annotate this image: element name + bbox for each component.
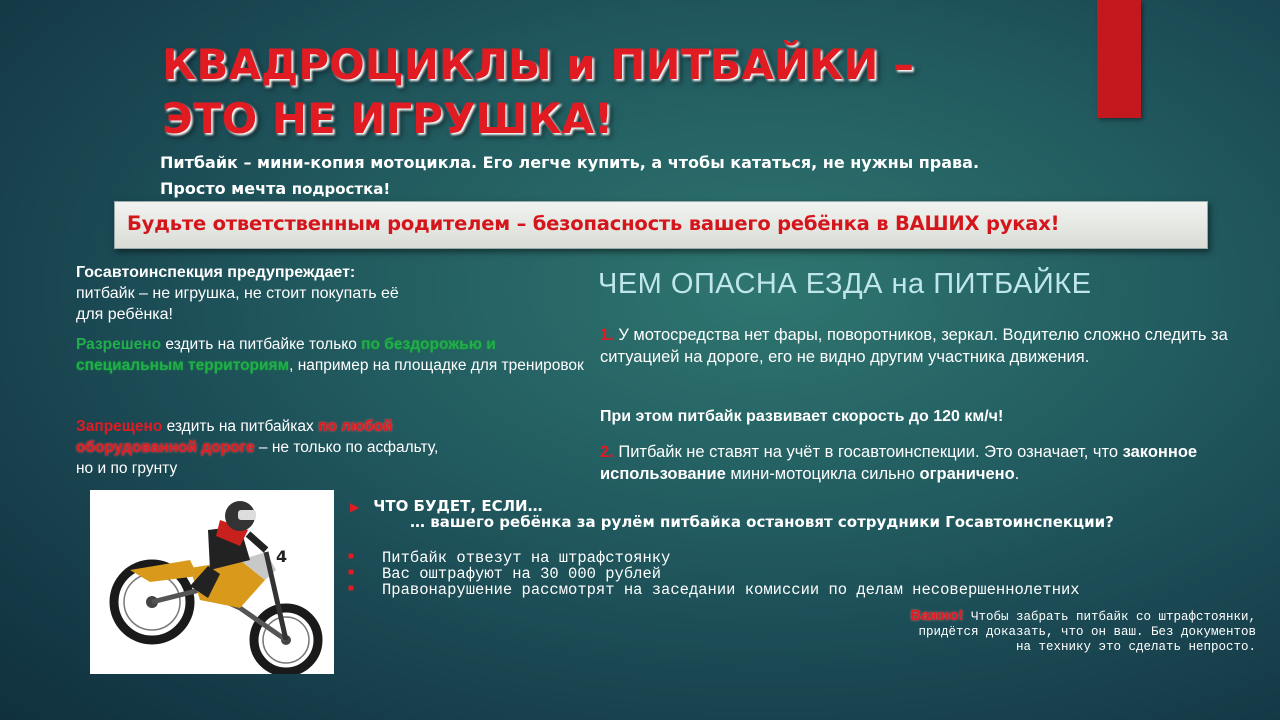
important-note: [696, 608, 1256, 655]
forbidden-text-1: ездить на питбайках: [162, 418, 319, 435]
warning-heading: Госавтоинспекция предупреждает:: [76, 264, 356, 281]
what-if-q1: ЧТО БУДЕТ, ЕСЛИ…: [373, 497, 543, 515]
important-label: Важно!: [910, 607, 964, 624]
danger-point-2: [600, 441, 1240, 485]
point-1-text: У мотосредства нет фары, поворотников, зеркал. Водителю сложно следить за ситуацией на дороге, его не видно другим участника движения.: [600, 326, 1228, 366]
intro-line-2a: Просто мечта: [160, 179, 292, 198]
note-line-2: придётся доказать, что он ваш. Без документов: [918, 625, 1256, 639]
responsibility-banner: Будьте ответственным родителем – безопасность вашего ребёнка в ВАШИХ руках!: [114, 201, 1208, 249]
forbidden-text-3: но и по грунту: [76, 460, 178, 477]
allowed-block: [76, 334, 586, 376]
forbidden-word: Запрещено: [76, 418, 163, 435]
warning-line-1: питбайк – не игрушка, не стоит покупать её: [76, 285, 399, 302]
bullet-icon: ■: [348, 568, 355, 580]
list-item: [348, 550, 1080, 566]
forbidden-block: [76, 416, 516, 479]
point-2-text-2: мини-мотоцикла сильно: [725, 465, 920, 483]
note-line-3: на технику это сделать непросто.: [1015, 640, 1256, 654]
consequence-2: Вас оштрафуют на 30 000 рублей: [382, 565, 662, 584]
danger-heading: ЧЕМ ОПАСНА ЕЗДА на ПИТБАЙКЕ: [598, 268, 1092, 300]
warning-block: [76, 262, 586, 325]
forbidden-highlight: по любой оборудованной дороге: [76, 418, 393, 456]
consequence-1: Питбайк отвезут на штрафстоянку: [382, 549, 671, 568]
warning-line-2: для ребёнка!: [76, 306, 173, 323]
pitbike-rider-photo: [90, 490, 334, 674]
consequences-list: [348, 550, 1080, 598]
title-line-2: ЭТО НЕ ИГРУШКА!: [162, 94, 614, 143]
what-if-question: … вашего ребёнка за рулём питбайка остановят сотрудники Госавтоинспекции?: [410, 513, 1114, 531]
title-line-1: КВАДРОЦИКЛЫ и ПИТБАЙКИ –: [162, 40, 914, 89]
list-item: [348, 566, 1080, 582]
point-2-text-1: Питбайк не ставят на учёт в госавтоинспекции. Это означает, что: [613, 443, 1123, 461]
point-1-number: 1.: [600, 326, 614, 344]
intro-line-2b: подростка!: [291, 180, 391, 198]
page-title: [162, 38, 914, 146]
allowed-text-2: , например на площадке для тренировок: [289, 357, 584, 374]
forbidden-text-2: – не только по асфальту,: [254, 439, 439, 456]
point-2-bold-1: законное использование: [600, 443, 1198, 483]
point-2-bold-2: ограничено: [919, 465, 1015, 483]
speed-warning: При этом питбайк развивает скорость до 120 км/ч!: [600, 408, 1004, 425]
intro-line-1: Питбайк – мини-копия мотоцикла. Его легче купить, а чтобы кататься, не нужны права.: [160, 153, 980, 172]
pitbike-illustration: [90, 490, 334, 674]
allowed-highlight: по бездорожью и специальным территориям: [76, 336, 496, 374]
allowed-text-1: ездить на питбайке только: [161, 336, 362, 353]
list-item: [348, 582, 1080, 598]
decorative-red-bar: [1097, 0, 1141, 118]
point-2-number: 2.: [600, 443, 614, 461]
svg-text:4: 4: [276, 547, 288, 566]
danger-point-1: [600, 324, 1240, 368]
allowed-word: Разрешено: [76, 336, 162, 353]
bullet-icon: ■: [348, 552, 355, 563]
note-line-1: Чтобы забрать питбайк со штрафстоянки,: [963, 610, 1256, 624]
bullet-icon: ■: [348, 584, 355, 596]
consequence-3: Правонарушение рассмотрят на заседании комиссии по делам несовершеннолетних: [382, 581, 1080, 600]
point-2-end: .: [1014, 465, 1020, 483]
arrow-bullet-icon: ▶: [350, 500, 360, 514]
intro-text: [160, 150, 1140, 202]
